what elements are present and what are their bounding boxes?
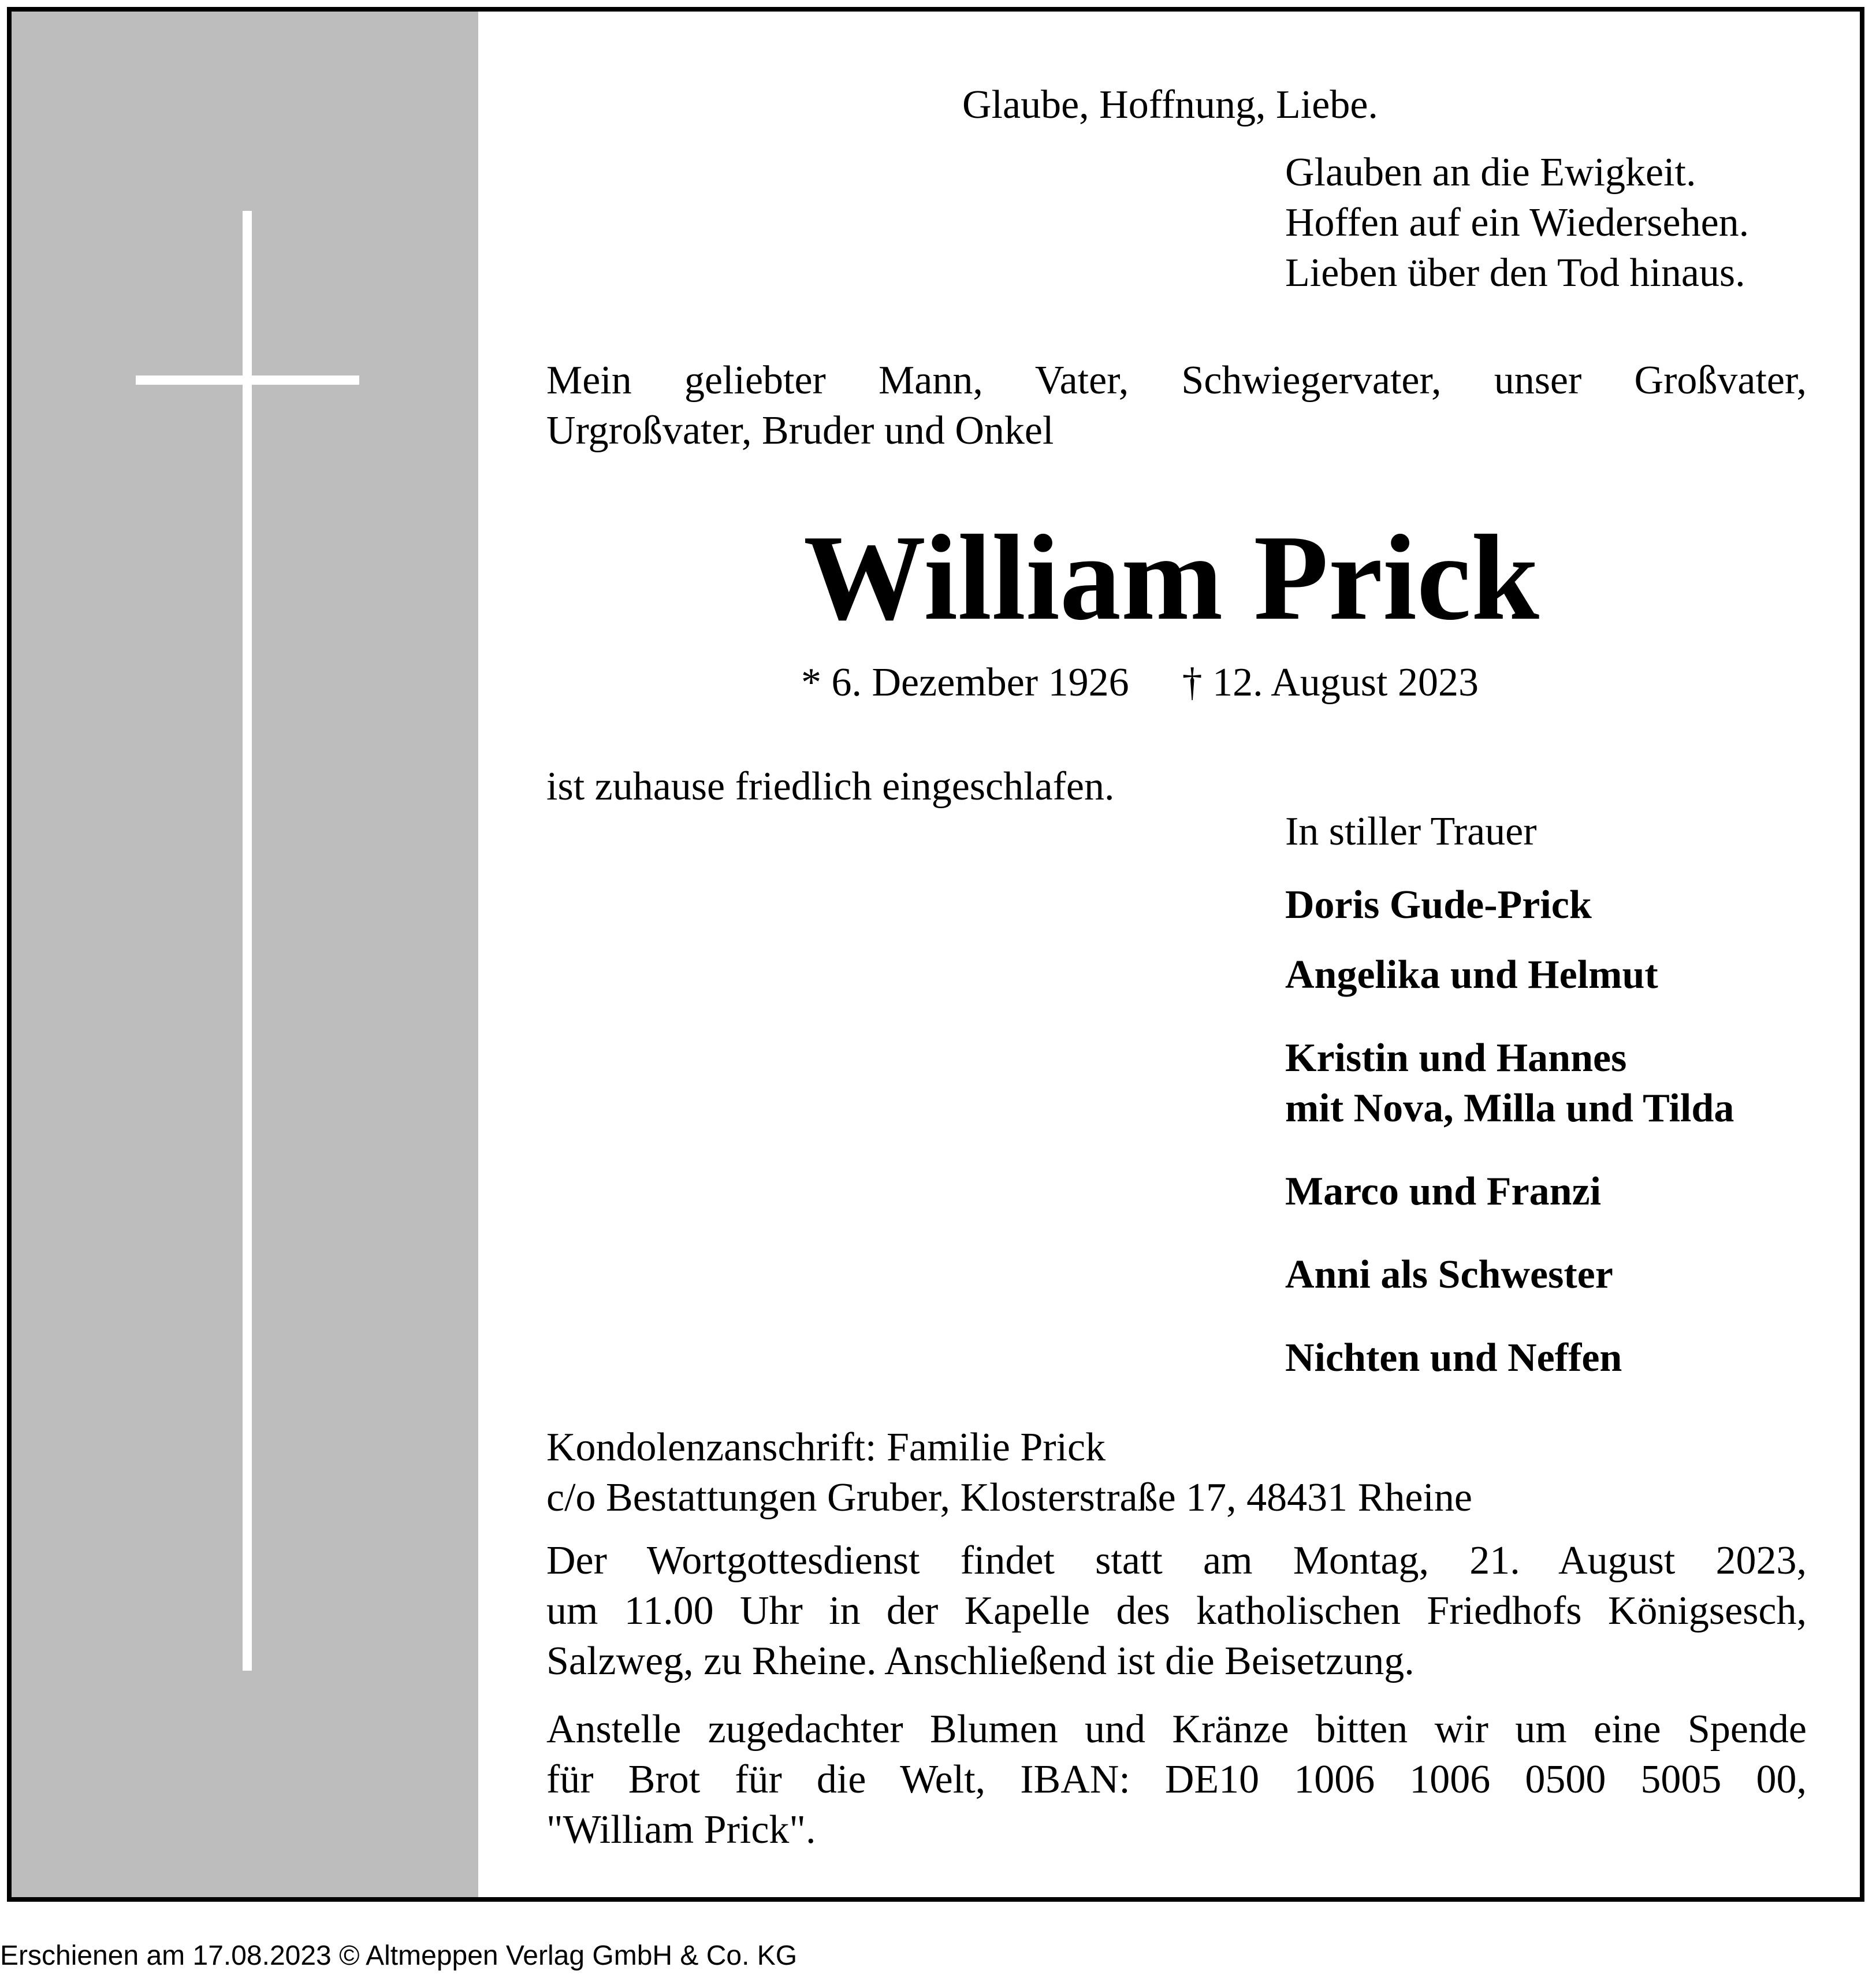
- mourner-name: Nichten und Neffen: [1285, 1336, 1622, 1380]
- motto: Glaube, Hoffnung, Liebe.: [962, 83, 1378, 127]
- mourner-name: Marco und Franzi: [1285, 1169, 1602, 1214]
- publication-footer: Erschienen am 17.08.2023 © Altmeppen Verlag GmbH & Co. KG: [0, 1940, 798, 1971]
- mourner-name: Angelika und Helmut: [1285, 953, 1658, 997]
- verse-line: Lieben über den Tod hinaus.: [1285, 251, 1745, 295]
- cross-icon-vertical: [243, 211, 252, 1671]
- mourner-name: mit Nova, Milla und Tilda: [1285, 1086, 1734, 1131]
- mourner-name: Anni als Schwester: [1285, 1252, 1613, 1297]
- deceased-name: William Prick: [803, 510, 1539, 645]
- service-line: Der Wortgottesdienst findet statt am Montag, 21. August 2023,: [546, 1538, 1807, 1583]
- mourner-name: Doris Gude-Prick: [1285, 883, 1592, 927]
- donation-line: für Brot für die Welt, IBAN: DE10 1006 1006 0500 5005 00,: [546, 1757, 1807, 1802]
- intro-line: Mein geliebter Mann, Vater, Schwiegervater, unser Großvater,: [546, 358, 1807, 403]
- side-panel: [12, 12, 478, 1897]
- mourning-header: In stiller Trauer: [1285, 809, 1537, 854]
- donation-line: Anstelle zugedachter Blumen und Kränze bitten wir um eine Spende: [546, 1707, 1807, 1752]
- intro-line: Urgroßvater, Bruder und Onkel: [546, 408, 1054, 453]
- verse-line: Hoffen auf ein Wiedersehen.: [1285, 200, 1750, 245]
- verse: [1285, 147, 1749, 298]
- service-line: Salzweg, zu Rheine. Anschließend ist die Beisetzung.: [546, 1639, 1415, 1683]
- condolence-line: Kondolenzanschrift: Familie Prick: [546, 1425, 1106, 1470]
- birth-date: * 6. Dezember 1926: [801, 660, 1129, 705]
- verse-line: Glauben an die Ewigkeit.: [1285, 150, 1696, 195]
- mourner-name: Kristin und Hannes: [1285, 1036, 1627, 1080]
- donation-line: "William Prick".: [546, 1808, 816, 1852]
- cross-icon-horizontal: [136, 375, 359, 385]
- death-date: † 12. August 2023: [1182, 660, 1479, 705]
- life-dates: [801, 657, 1479, 708]
- service-line: um 11.00 Uhr in der Kapelle des katholischen Friedhofs Königsesch,: [546, 1589, 1807, 1633]
- passed-text: ist zuhause friedlich eingeschlafen.: [546, 764, 1115, 809]
- obituary-notice: [7, 7, 1864, 1902]
- condolence-line: c/o Bestattungen Gruber, Klosterstraße 17, 48431 Rheine: [546, 1475, 1472, 1520]
